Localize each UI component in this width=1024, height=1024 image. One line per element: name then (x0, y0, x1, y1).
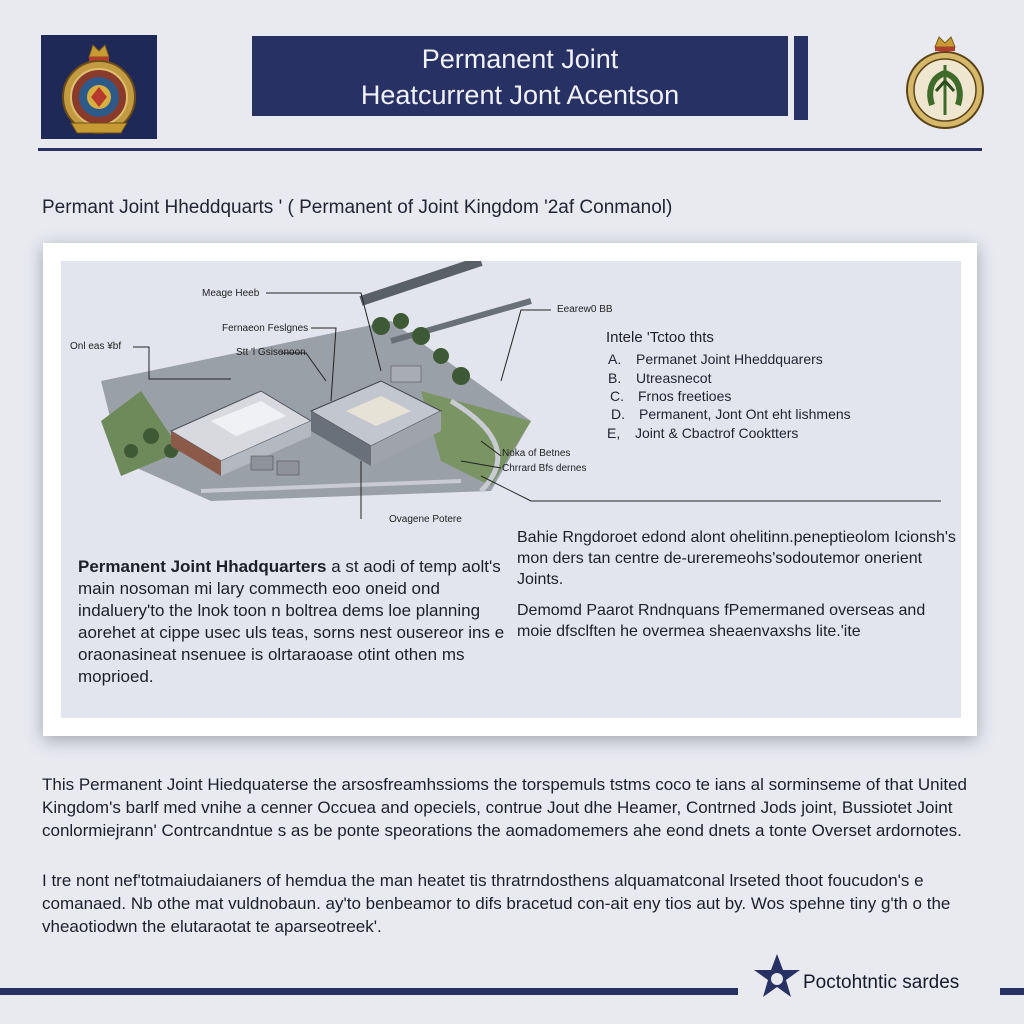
panel-description-right-2: Demomd Paarot Rndnquans fPemermaned overseas and moie dfsclften he overmea sheaenvaxshs lite.'ite (517, 602, 926, 640)
legend-title: Intele 'Tctoo thts (606, 329, 714, 346)
legend-item-text: Joint & Cbactrof Cooktters (635, 425, 799, 441)
legend-item-text: Frnos freetioes (638, 388, 732, 404)
footer-divider-end (1000, 988, 1024, 995)
callout-label-right-1: Noka of Betnes (502, 448, 571, 459)
callout-label-mid-left: Fernaeon Feslgnes (222, 323, 309, 334)
legend-item (611, 406, 851, 422)
panel-description-body: a st aodi of temp aolt's main nosoman mi lary commecth eoo oneid ond indaluery'to the lnok toon n boltrea dems loe planning aorehet at cippe usec uls teas, sorns nest ousereor ins e oraonasineat nsenuee is olrtaraoase otint othen ms moprioed. (78, 557, 505, 686)
left-crest-logo (41, 35, 157, 139)
body-paragraph-2: I tre nont nef'totmaiudaianers of hemdua the man heatet tis thratrndosthens alquamatconal lrseted thoot foucudon's e comanaed. Nb othe mat vuldnobaun. ay'to benbeamor to difs bracetud con-ait eny tios aut by. Wos spehne tiny g'th o the vheaotiodwn the elutaraotat te aparseotreek'. (42, 871, 951, 936)
footer-divider (0, 988, 738, 995)
legend-item-text: Permanent, Jont Ont eht lishmens (639, 406, 851, 422)
panel-description-left (78, 556, 508, 688)
title-banner-accent (794, 36, 808, 120)
legend-item-letter: C. (610, 388, 624, 404)
legend-item-letter: B. (608, 370, 622, 386)
footer-label: Poctohtntic sardes (803, 972, 960, 993)
legend-item-letter: A. (608, 351, 622, 367)
callout-label-top-left: Meage Heeb (202, 288, 260, 299)
legend-item (608, 370, 711, 386)
right-crest-logo (900, 33, 990, 133)
legend-item-letter: E, (607, 425, 621, 441)
callout-label-bottom: Ovagene Potere (389, 514, 462, 525)
wreath-crest-icon (900, 33, 990, 133)
panel-description-right-1: Bahie Rngdoroet edond alont ohelitinn.peneptieolom Icionsh's mon ders tan centre de-ureremeohs'sodoutemor onerient Joints. (517, 529, 956, 588)
star-emblem-icon (752, 952, 802, 1002)
legend-item-text: Permanet Joint Hheddquarers (636, 351, 823, 367)
body-paragraph-1: This Permanent Joint Hiedquaterse the arsosfreamhssioms the torspemuls tstms coco te ians al sorminseme of that United Kingdom's barlf med vnihe a cenner Occuea and opeciels, contrue Jout dhe Heamer, Contrned Jods joint, Bussiotet Joint conlormiejrann' Contrcandntue s as be ponte speorations the aomadomemers ahe eond dnets a tonte Overset ardornotes. (42, 775, 968, 840)
page-subheading: Permant Joint Hheddquarts ' ( Permanent of Joint Kingdom '2af Conmanol) (42, 197, 673, 218)
header-divider (38, 148, 982, 151)
header-title-line2: Heatcurrent Jont Acentson (360, 80, 680, 110)
panel-description-lead: Permanent Joint Hhadquarters (78, 557, 327, 576)
legend-item-text: Utreasnecot (636, 370, 712, 386)
callout-label-right-2: Chrrard Bfs dernes (502, 463, 587, 474)
legend-item-letter: D. (611, 406, 625, 422)
callout-label-left: Onl eas ¥bf (70, 341, 122, 352)
legend-item (607, 425, 798, 441)
panel-description-right (517, 527, 957, 642)
callout-label-top-right: Eearew0 BB (557, 304, 613, 315)
legend-item (610, 388, 731, 404)
crest-emblem-icon (41, 35, 157, 139)
legend-item (608, 351, 823, 367)
callout-label-center: Stt 'l Gsisenoon (236, 347, 306, 358)
header-title-line1: Permanent Joint (421, 44, 619, 74)
header-title-banner (252, 36, 788, 116)
